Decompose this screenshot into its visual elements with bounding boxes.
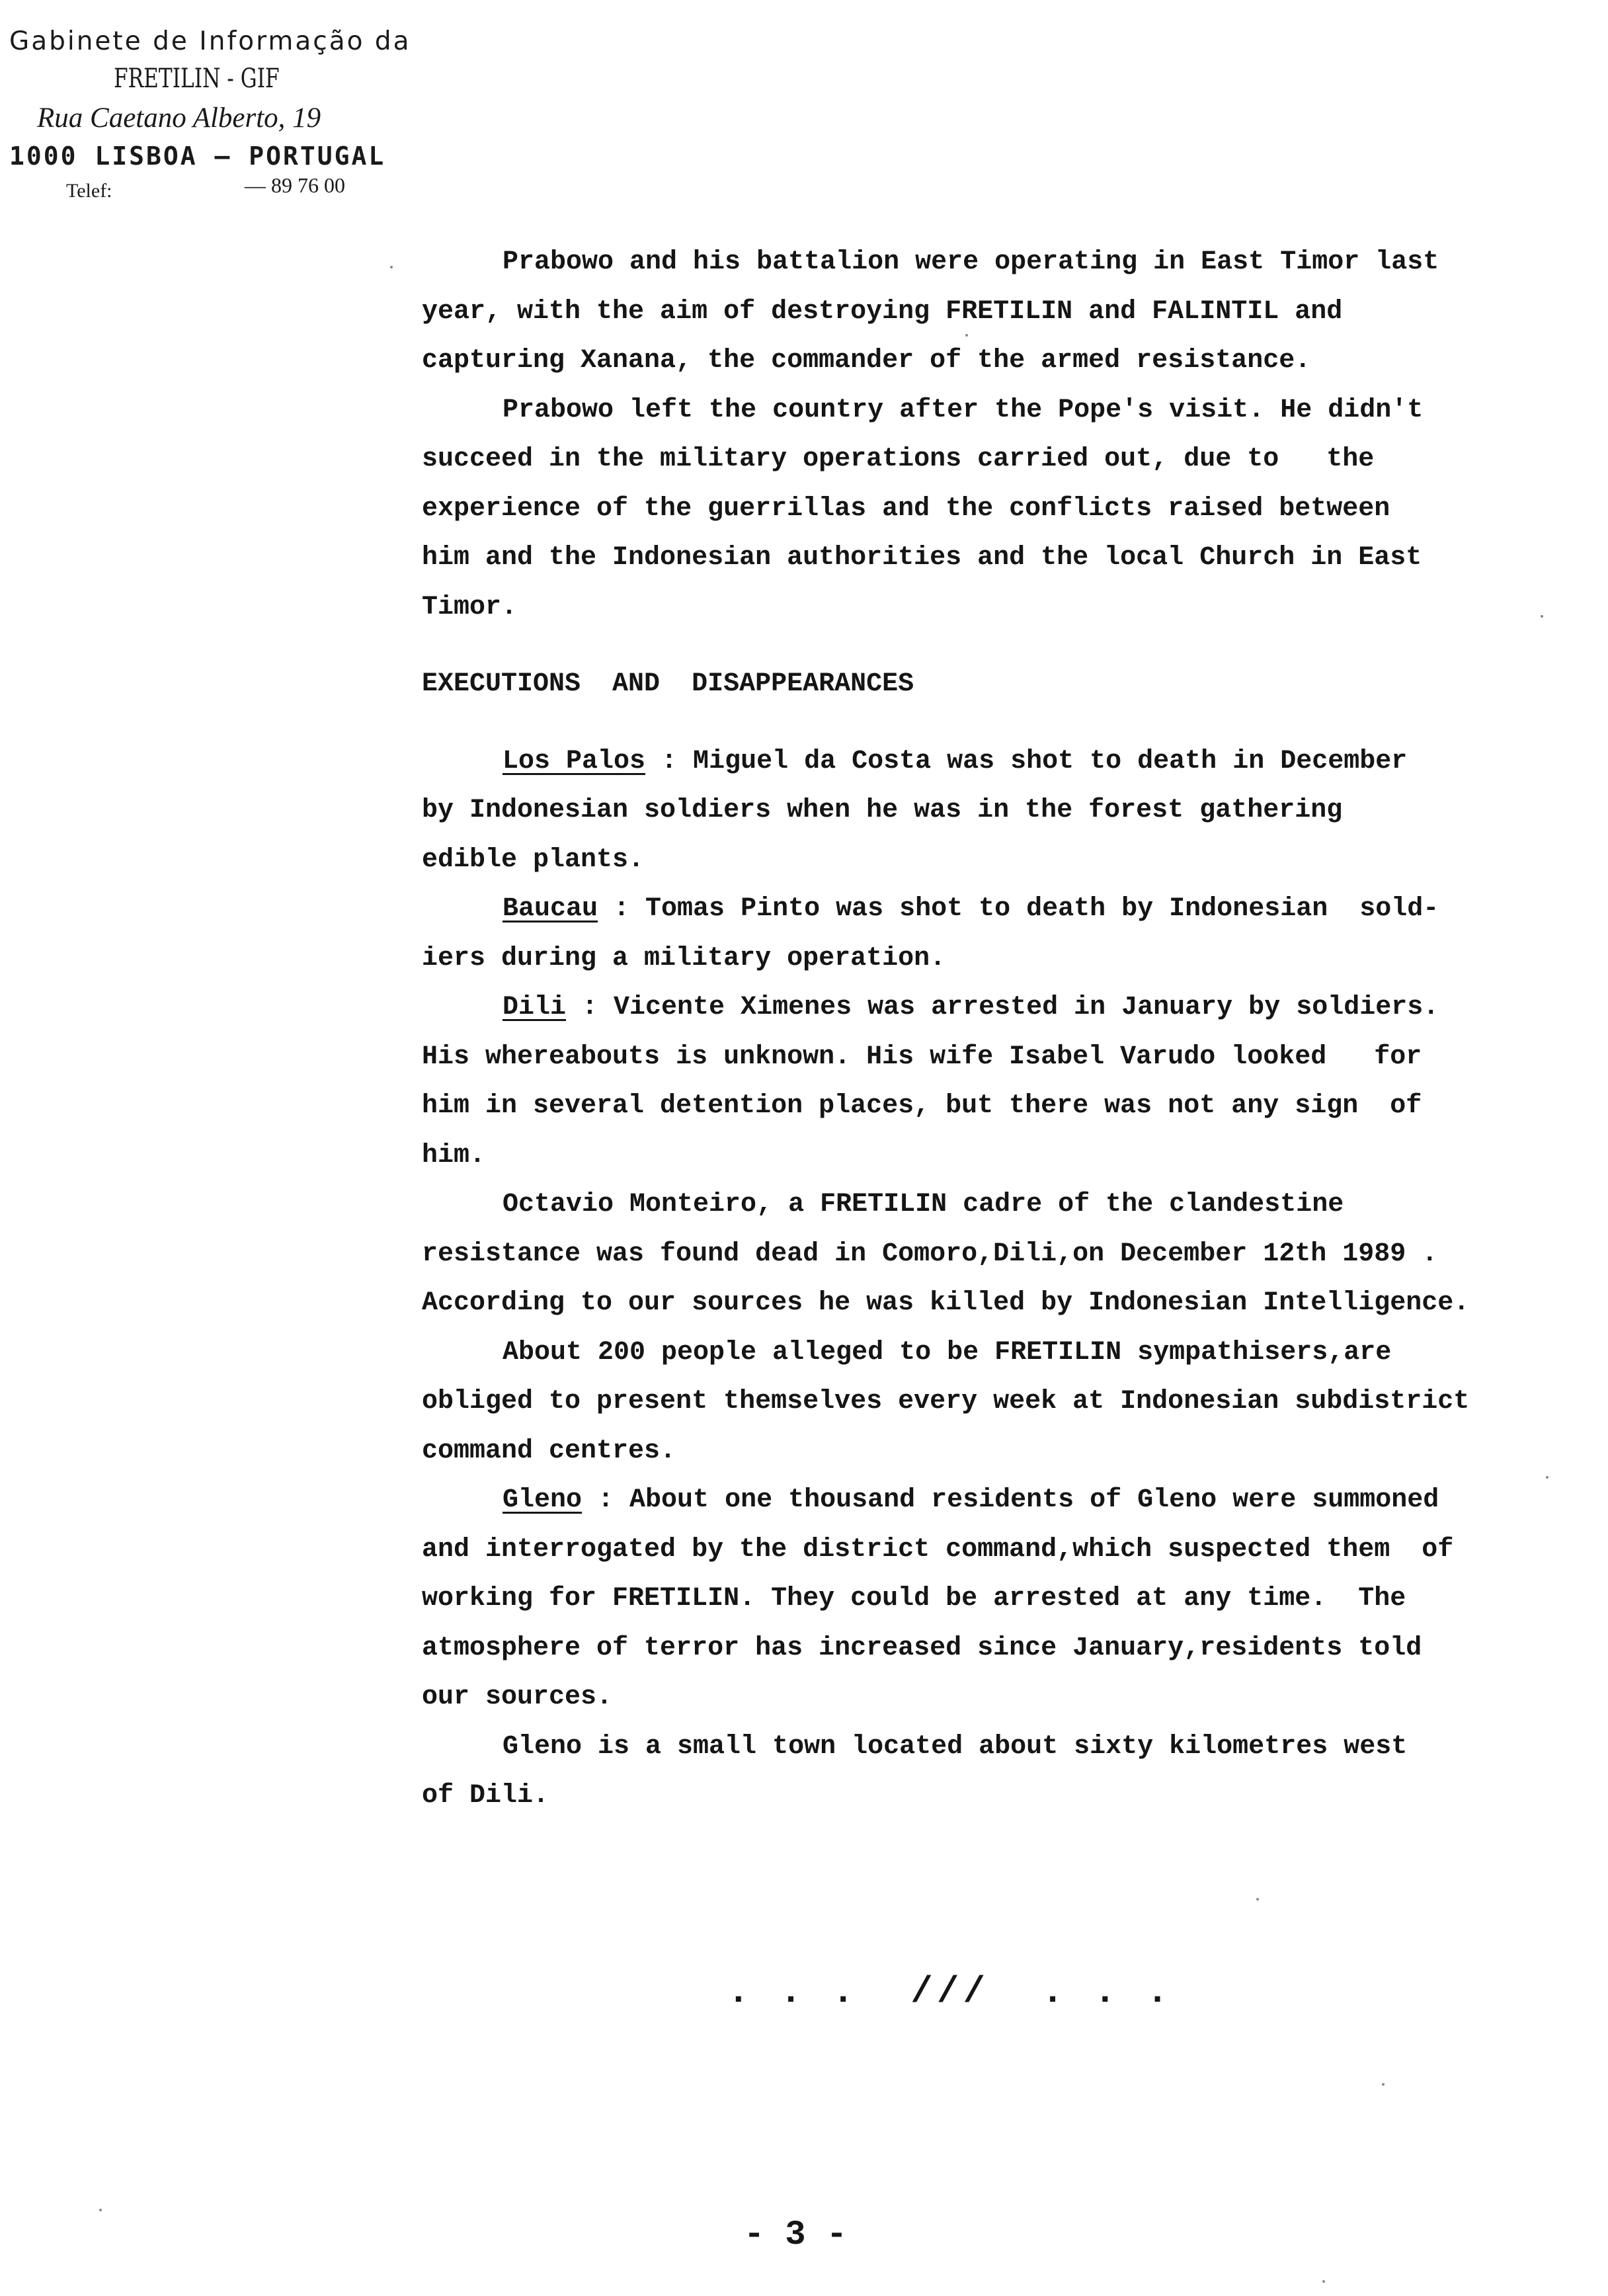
scan-speck xyxy=(99,2209,102,2211)
section-divider: . . . /// . . . xyxy=(727,1971,1173,2013)
text-line: him. xyxy=(422,1140,486,1170)
location-label: Los Palos xyxy=(502,746,646,776)
text-line: working for FRETILIN. They could be arrested at any time. The xyxy=(422,1584,1406,1614)
stamp-tel-number: — 89 76 00 xyxy=(245,173,345,197)
section-heading: EXECUTIONS AND DISAPPEARANCES xyxy=(422,669,914,699)
text-line: Gleno is a small town located about sixty kilometres west xyxy=(502,1731,1408,1762)
text-line: atmosphere of terror has increased since January,residents told xyxy=(422,1633,1422,1663)
text-line: Timor. xyxy=(422,592,518,622)
scan-speck xyxy=(1382,2083,1385,2086)
text-line: and interrogated by the district command,which suspected them of xyxy=(422,1534,1454,1565)
scan-speck xyxy=(1256,1898,1259,1901)
text-line: obliged to present themselves every week at Indonesian subdistrict xyxy=(422,1387,1470,1416)
text-line: our sources. xyxy=(422,1682,613,1712)
stamp-city: 1000 LISBOA — PORTUGAL xyxy=(9,142,386,171)
scan-speck xyxy=(390,266,393,268)
text-line: edible plants. xyxy=(422,844,645,875)
scan-speck xyxy=(1322,2280,1325,2283)
text-line: experience of the guerrillas and the conflicts raised between xyxy=(422,493,1390,524)
stamp-gif-line: FRETILIN - GIF xyxy=(114,63,280,94)
text-line: Octavio Monteiro, a FRETILIN cadre of the clandestine xyxy=(502,1190,1344,1219)
text-line: Prabowo and his battalion were operating in East Timor last xyxy=(502,247,1439,277)
text-fragment: : Tomas Pinto was shot to death by Indonesian sold- xyxy=(598,894,1439,924)
text-line: According to our sources he was killed by Indonesian Intelligence. xyxy=(422,1288,1470,1318)
location-label: Baucau xyxy=(502,894,598,924)
location-label: Dili xyxy=(502,993,567,1022)
text-line: About 200 people alleged to be FRETILIN sympathisers,are xyxy=(502,1337,1392,1368)
text-line: of Dili. xyxy=(422,1781,549,1811)
text-line: year, with the aim of destroying FRETILIN and FALINTIL and xyxy=(422,296,1343,327)
entry-baucau xyxy=(422,885,1513,934)
text-fragment: : Vicente Ximenes was arrested in January by soldiers. xyxy=(566,993,1439,1022)
page-number: - 3 - xyxy=(744,2215,848,2254)
scan-speck xyxy=(965,334,968,337)
text-line: succeed in the military operations carried out, due to the xyxy=(422,444,1375,474)
text-line: resistance was found dead in Comoro,Dili,on December 12th 1989 . xyxy=(422,1239,1438,1269)
scan-speck xyxy=(1546,1476,1548,1479)
text-fragment: : About one thousand residents of Gleno were summoned xyxy=(582,1485,1439,1515)
text-fragment: : Miguel da Costa was shot to death in December xyxy=(645,746,1408,776)
entry-dili xyxy=(422,983,1513,1033)
text-line: command centres. xyxy=(422,1436,676,1466)
document-body xyxy=(422,238,1513,1821)
text-line: by Indonesian soldiers when he was in the forest gathering xyxy=(422,796,1343,825)
stamp-street: Rua Caetano Alberto, 19 xyxy=(37,102,321,134)
text-line: His whereabouts is unknown. His wife Isabel Varudo looked for xyxy=(422,1042,1422,1072)
text-line: iers during a military operation. xyxy=(422,943,946,973)
entry-gleno xyxy=(422,1476,1513,1526)
text-line: capturing Xanana, the commander of the armed resistance. xyxy=(422,346,1311,376)
text-line: Prabowo left the country after the Pope's visit. He didn't xyxy=(502,395,1424,425)
stamp-organization: Gabinete de Informação da xyxy=(9,26,411,56)
location-label: Gleno xyxy=(502,1485,583,1515)
entry-los-palos xyxy=(422,737,1513,787)
scan-speck xyxy=(1541,615,1543,618)
text-line: him in several detention places, but there was not any sign of xyxy=(422,1091,1422,1121)
text-line: him and the Indonesian authorities and the local Church in East xyxy=(422,543,1422,573)
stamp-tel-label: Telef: xyxy=(66,180,112,202)
